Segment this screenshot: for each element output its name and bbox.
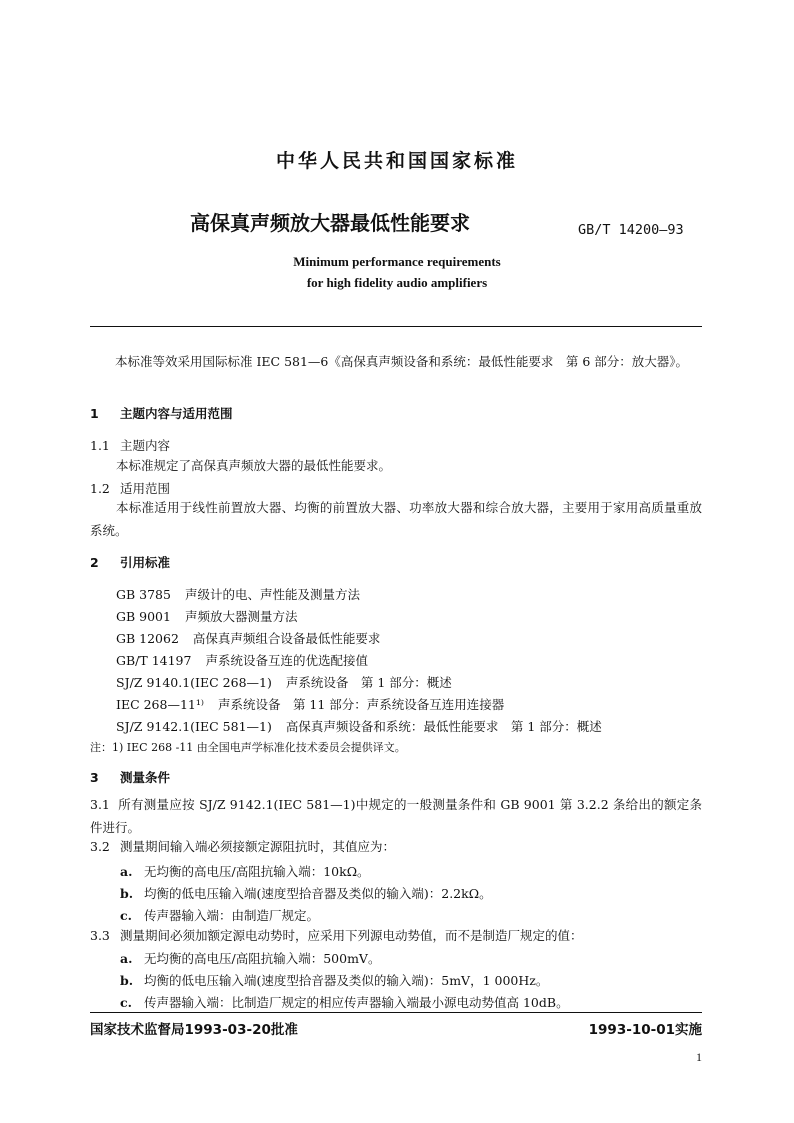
section-3-2-paragraph [90, 839, 395, 855]
country-standard-heading: 中华人民共和国国家标准 [275, 150, 518, 172]
list-label: b. [120, 973, 134, 988]
section-1-1-text: 本标准规定了高保真声频放大器的最低性能要求。 [116, 458, 392, 473]
section-number: 3 [90, 770, 99, 785]
section-3-1-paragraph [90, 793, 702, 839]
section-number: 1.1 [90, 438, 110, 453]
reference-code: GB 12062 [116, 631, 179, 646]
list-item [120, 862, 370, 880]
list-text: 无均衡的高电压/高阻抗输入端：10kΩ。 [144, 864, 370, 879]
list-text: 均衡的低电压输入端(速度型拾音器及类似的输入端)：5mV，1 000Hz。 [144, 973, 549, 988]
reference-code: GB 3785 [116, 587, 171, 602]
document-title-en-line2: for high fidelity audio amplifiers [306, 275, 488, 290]
reference-title: 声级计的电、声性能及测量方法 [184, 587, 360, 602]
section-2-heading [90, 553, 170, 571]
document-title-en-line1: Minimum performance requirements [293, 254, 501, 269]
section-title: 引用标准 [120, 555, 171, 570]
section-number: 2 [90, 555, 99, 570]
list-text: 传声器输入端：由制造厂规定。 [144, 908, 320, 923]
reference-title: 声系统设备 第 1 部分：概述 [285, 675, 452, 690]
section-3-2-text: 测量期间输入端必须接额定源阻抗时，其值应为： [120, 839, 396, 854]
list-label: b. [120, 886, 134, 901]
section-1-2-heading [90, 481, 170, 497]
standard-code: GB/T 14200—93 [578, 222, 684, 238]
list-text: 均衡的低电压输入端(速度型拾音器及类似的输入端)：2.2kΩ。 [144, 886, 492, 901]
section-3-1-text: 所有测量应按 SJ/Z 9142.1(IEC 581—1)中规定的一般测量条件和 GB 9001 第 3.2.2 条给出的额定条件进行。 [90, 797, 702, 835]
section-title: 测量条件 [120, 770, 171, 785]
header-divider [90, 326, 702, 327]
reference-item [116, 651, 368, 669]
reference-code: SJ/Z 9142.1(IEC 581—1) [116, 719, 272, 734]
reference-item [116, 673, 452, 691]
section-title: 主题内容 [120, 438, 171, 453]
list-item [120, 993, 569, 1011]
page-number: 1 [696, 1050, 702, 1064]
reference-title: 声系统设备互连的优选配接值 [205, 653, 368, 668]
list-label: c. [120, 908, 132, 923]
intro-paragraph: 本标准等效采用国际标准 IEC 581—6《高保真声频设备和系统：最低性能要求 第 6 部分：放大器》。 [115, 354, 689, 369]
section-title: 主题内容与适用范围 [120, 406, 233, 421]
reference-title: 声频放大器测量方法 [184, 609, 298, 624]
list-label: a. [120, 951, 133, 966]
section-number: 1.2 [90, 481, 110, 496]
reference-code: IEC 268—11¹⁾ [116, 697, 204, 712]
effective-date: 1993-10-01实施 [588, 1022, 702, 1038]
section-1-1-heading [90, 438, 170, 454]
reference-code: GB 9001 [116, 609, 171, 624]
section-number: 1 [90, 406, 99, 421]
section-number: 3.2 [90, 839, 110, 854]
reference-item [116, 695, 504, 713]
reference-title: 高保真声频设备和系统：最低性能要求 第 1 部分：概述 [285, 719, 602, 734]
approval-date: 国家技术监督局1993-03-20批准 [90, 1022, 298, 1038]
section-3-heading [90, 768, 170, 786]
section-1-heading [90, 404, 233, 422]
list-text: 无均衡的高电压/高阻抗输入端：500mV。 [144, 951, 381, 966]
section-3-3-text: 测量期间必须加额定源电动势时，应采用下列源电动势值，而不是制造厂规定的值： [120, 928, 583, 943]
reference-code: SJ/Z 9140.1(IEC 268—1) [116, 675, 272, 690]
section-title: 适用范围 [120, 481, 171, 496]
document-title-cn: 高保真声频放大器最低性能要求 [190, 211, 470, 235]
section-number: 3.3 [90, 928, 110, 943]
section-1-2-text: 本标准适用于线性前置放大器、均衡的前置放大器、功率放大器和综合放大器，主要用于家用高质量重放系统。 [90, 500, 702, 538]
section-3-3-paragraph [90, 928, 583, 944]
reference-title: 高保真声频组合设备最低性能要求 [192, 631, 381, 646]
list-item [120, 906, 319, 924]
footer-divider [90, 1012, 702, 1013]
reference-item [116, 717, 602, 735]
list-item [120, 949, 380, 967]
reference-code: GB/T 14197 [116, 653, 192, 668]
section-number: 3.1 [90, 797, 110, 812]
list-item [120, 971, 548, 989]
reference-item [116, 607, 297, 625]
list-label: c. [120, 995, 132, 1010]
reference-item [116, 585, 360, 603]
list-text: 传声器输入端：比制造厂规定的相应传声器输入端最小源电动势值高 10dB。 [144, 995, 569, 1010]
list-label: a. [120, 864, 133, 879]
reference-title: 声系统设备 第 11 部分：声系统设备互连用连接器 [217, 697, 505, 712]
reference-item [116, 629, 380, 647]
footnote: 注：1) IEC 268 -11 由全国电声学标准化技术委员会提供译文。 [90, 741, 406, 754]
list-item [120, 884, 492, 902]
